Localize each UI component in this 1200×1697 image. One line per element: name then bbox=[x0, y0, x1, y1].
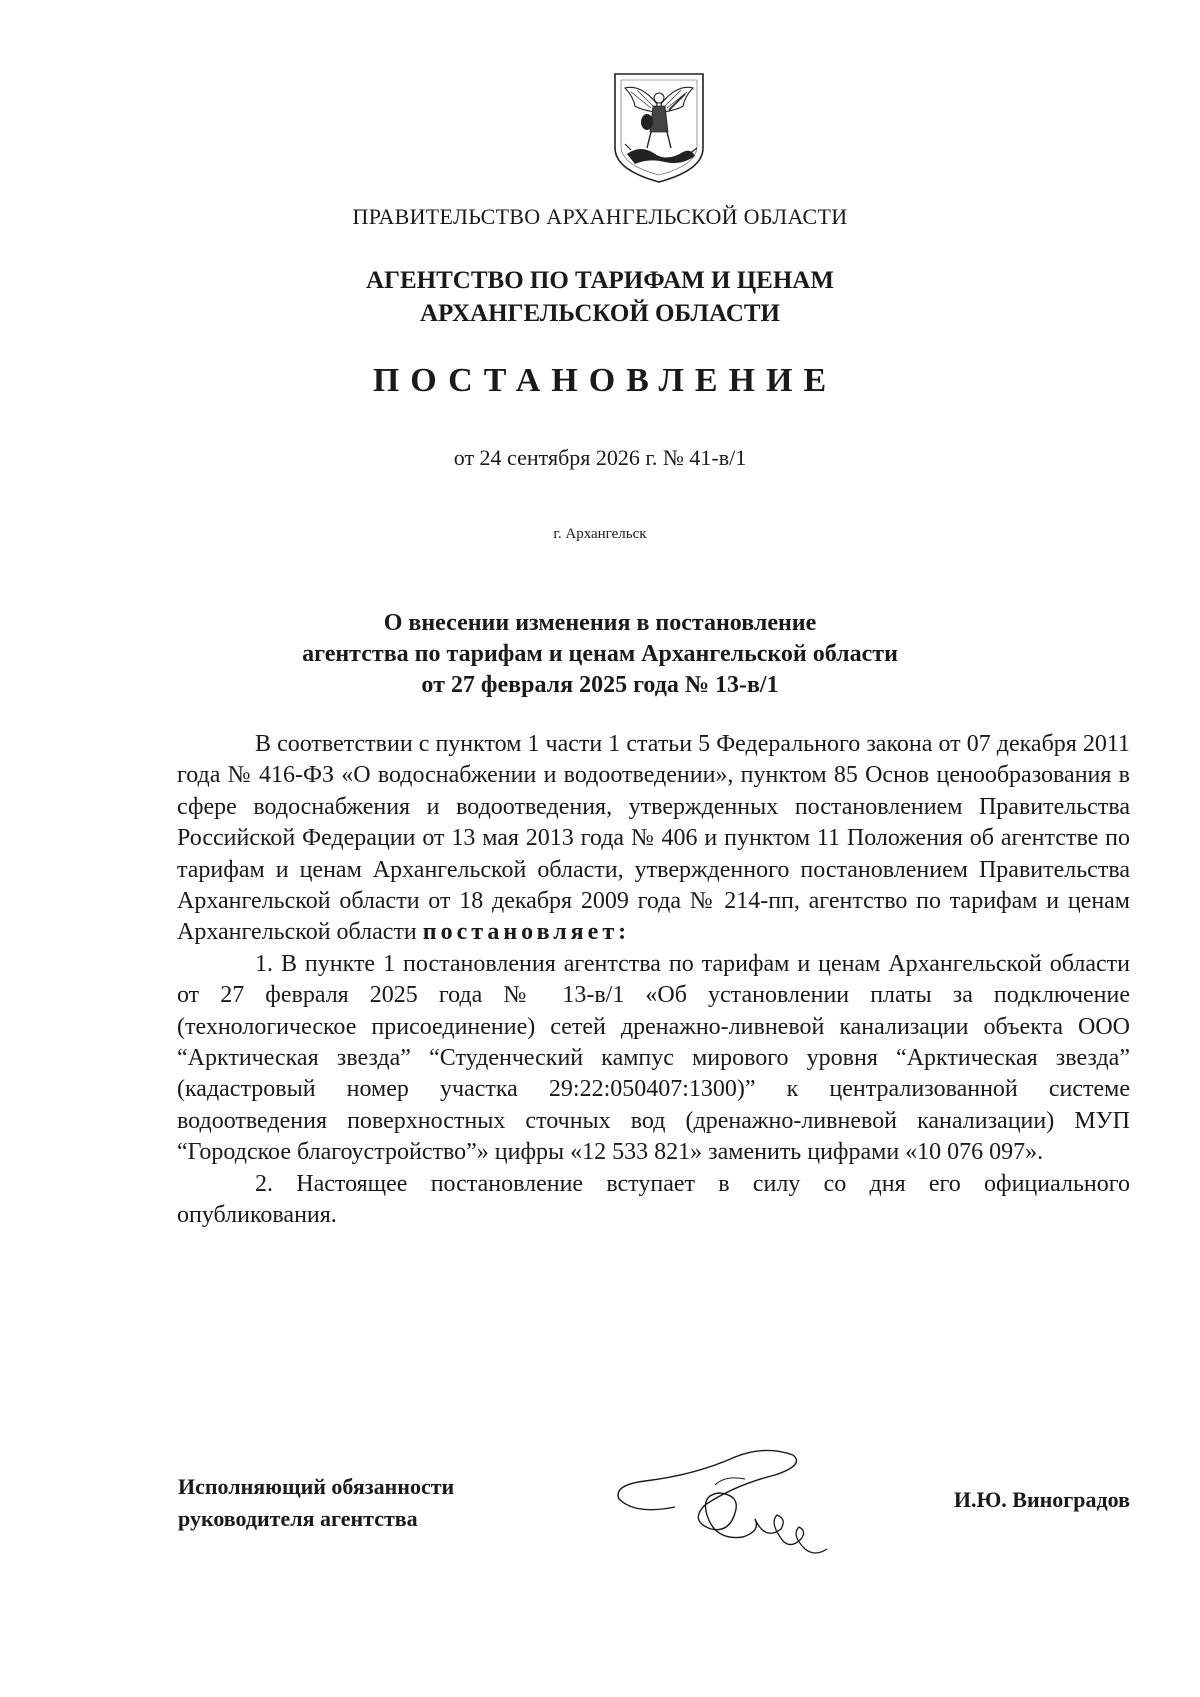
document-date-number: от 24 сентября 2026 г. № 41-в/1 bbox=[453, 445, 747, 470]
preamble-paragraph bbox=[177, 729, 1130, 949]
coat-of-arms-icon bbox=[611, 70, 707, 185]
document-subject bbox=[0, 608, 1200, 701]
subject-line-1: О внесении изменения в постановление bbox=[383, 610, 817, 636]
item-1-paragraph: 1. В пункте 1 постановления агентства по тарифам и ценам Архангельской области от 27 февраля 2025 года № 13-в/1 «Об установлении платы за подключение (технологическое присоединение) сетей дренажно-ливневой канализации объекта ООО “Арктическая звезда” “Студенческий кампус мирового уровня “Арктическая звезда” (кадастровый номер участка 29:22:050407:1300)” к централизованной системе водоотведения поверхностных сточных вод (дренажно-ливневой канализации) МУП “Городское благоустройство”» цифры «12 533 821» заменить цифрами «10 076 097». bbox=[177, 950, 1130, 1166]
signatory-name: И.Ю. Виноградов bbox=[953, 1487, 1130, 1512]
subject-line-2: агентства по тарифам и ценам Архангельской области bbox=[302, 641, 898, 667]
handwritten-signature-icon bbox=[615, 1445, 845, 1565]
signatory-position-line-2: руководителя агентства bbox=[178, 1506, 418, 1531]
decrees-word: постановляет: bbox=[422, 919, 631, 946]
agency-name-line-1: АГЕНТСТВО ПО ТАРИФАМ И ЦЕНАМ bbox=[366, 267, 834, 294]
subject-line-3: от 27 февраля 2025 года № 13-в/1 bbox=[421, 672, 779, 698]
preamble-text: В соответствии с пунктом 1 части 1 статьи 5 Федерального закона от 07 декабря 2011 года № 416-ФЗ «О водоснабжении и водоотведении», пунктом 85 Основ ценообразования в сфере водоснабжения и водоотведения, утвержденных постановлением Правительства Российской Федерации от 13 мая 2013 года № 406 и пунктом 11 Положения об агентстве по тарифам и ценам Архангельской области, утвержденного постановлением Правительства Архангельской области от 18 декабря 2009 года № 214-пп, агентство по тарифам и ценам Архангельской области bbox=[177, 731, 1130, 946]
document-city: г. Архангельск bbox=[553, 526, 647, 542]
signatory-position-line-1: Исполняющий обязанности bbox=[178, 1474, 455, 1499]
document-type: ПОСТАНОВЛЕНИЕ bbox=[372, 362, 838, 399]
document-body bbox=[177, 729, 1130, 1232]
agency-name bbox=[0, 264, 1200, 330]
agency-name-line-2: АРХАНГЕЛЬСКОЙ ОБЛАСТИ bbox=[420, 300, 780, 327]
government-name: ПРАВИТЕЛЬСТВО АРХАНГЕЛЬСКОЙ ОБЛАСТИ bbox=[352, 204, 848, 229]
signatory-position bbox=[178, 1471, 454, 1535]
item-2-paragraph: 2. Настоящее постановление вступает в силу со дня его официального опубликования. bbox=[177, 1170, 1130, 1229]
